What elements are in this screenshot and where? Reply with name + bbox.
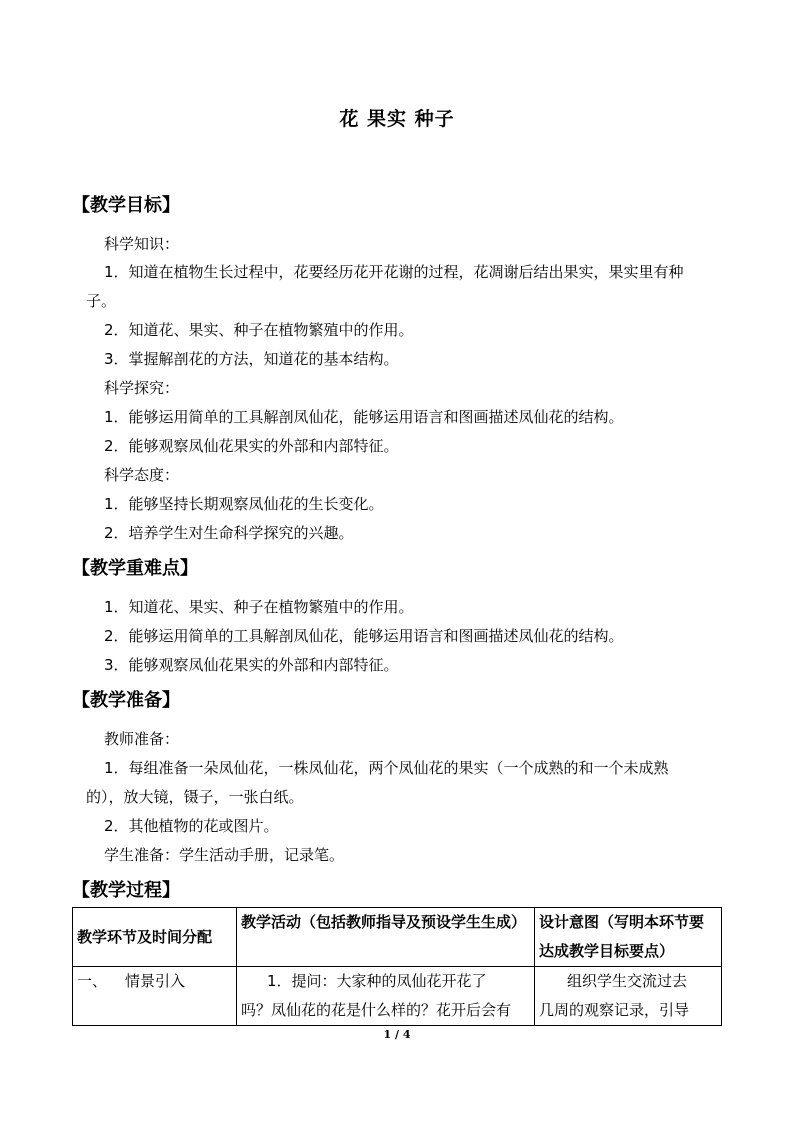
section-heading-objectives: 【教学目标】 (72, 195, 180, 216)
knowledge-item-3: 3．掌握解剖花的方法，知道花的基本结构。 (104, 350, 399, 368)
key-point-2: 2．能够运用简单的工具解剖凤仙花，能够运用语言和图画描述凤仙花的结构。 (104, 627, 624, 645)
document-title: 花 果实 种子 (339, 108, 455, 130)
inquiry-item-1: 1．能够运用简单的工具解剖凤仙花，能够运用语言和图画描述凤仙花的结构。 (104, 408, 624, 426)
table-header-row (73, 908, 722, 967)
teacher-prep-label: 教师准备： (104, 730, 180, 748)
teacher-prep-item-1: 1．每组准备一朵凤仙花，一株凤仙花，两个凤仙花的果实（一个成熟的和一个未成熟 (104, 759, 669, 777)
attitude-item-2: 2．培养学生对生命科学探究的兴趣。 (104, 524, 354, 542)
header-step: 教学环节及时间分配 (73, 908, 237, 967)
student-prep: 学生准备：学生活动手册，记录笔。 (104, 846, 345, 864)
row1-intent-line1: 组织学生交流过去 (567, 972, 688, 990)
knowledge-label: 科学知识： (104, 235, 180, 253)
row1-activity (237, 967, 535, 1026)
page-number: 1 / 4 (383, 1028, 411, 1041)
key-point-1: 1．知道花、果实、种子在植物繁殖中的作用。 (104, 598, 414, 616)
section-heading-preparation: 【教学准备】 (72, 690, 180, 711)
teacher-prep-item-2: 2．其他植物的花或图片。 (104, 817, 279, 835)
key-point-3: 3．能够观察凤仙花果实的外部和内部特征。 (104, 656, 399, 674)
inquiry-label: 科学探究： (104, 379, 180, 397)
row1-activity-line2: 吗？凤仙花的花是什么样的？花开后会有 (241, 1001, 512, 1019)
header-activity: 教学活动（包括教师指导及预设学生生成） (237, 908, 535, 967)
knowledge-item-2: 2．知道花、果实、种子在植物繁殖中的作用。 (104, 321, 414, 339)
header-intent: 设计意图（写明本环节要达成教学目标要点） (535, 908, 722, 967)
section-heading-key-points: 【教学重难点】 (72, 558, 198, 579)
process-table (72, 907, 722, 1026)
row1-intent-line2: 几周的观察记录，引导 (539, 1001, 690, 1019)
row1-activity-line1: 1．提问：大家种的凤仙花开花了 (267, 972, 487, 990)
attitude-label: 科学态度： (104, 466, 180, 484)
row1-step (73, 967, 237, 1026)
section-heading-process: 【教学过程】 (72, 880, 180, 901)
knowledge-item-1-cont: 子。 (86, 292, 117, 310)
teacher-prep-item-1-cont: 的），放大镜，镊子，一张白纸。 (86, 788, 304, 806)
inquiry-item-2: 2．能够观察凤仙花果实的外部和内部特征。 (104, 437, 399, 455)
row1-step-name: 情景引入 (125, 972, 186, 990)
knowledge-item-1: 1．知道在植物生长过程中，花要经历花开花谢的过程，花凋谢后结出果实，果实里有种 (104, 263, 684, 281)
row1-step-number: 一、 (77, 972, 108, 990)
row1-intent (535, 967, 722, 1026)
table-row (73, 967, 722, 1026)
attitude-item-1: 1．能够坚持长期观察凤仙花的生长变化。 (104, 495, 384, 513)
